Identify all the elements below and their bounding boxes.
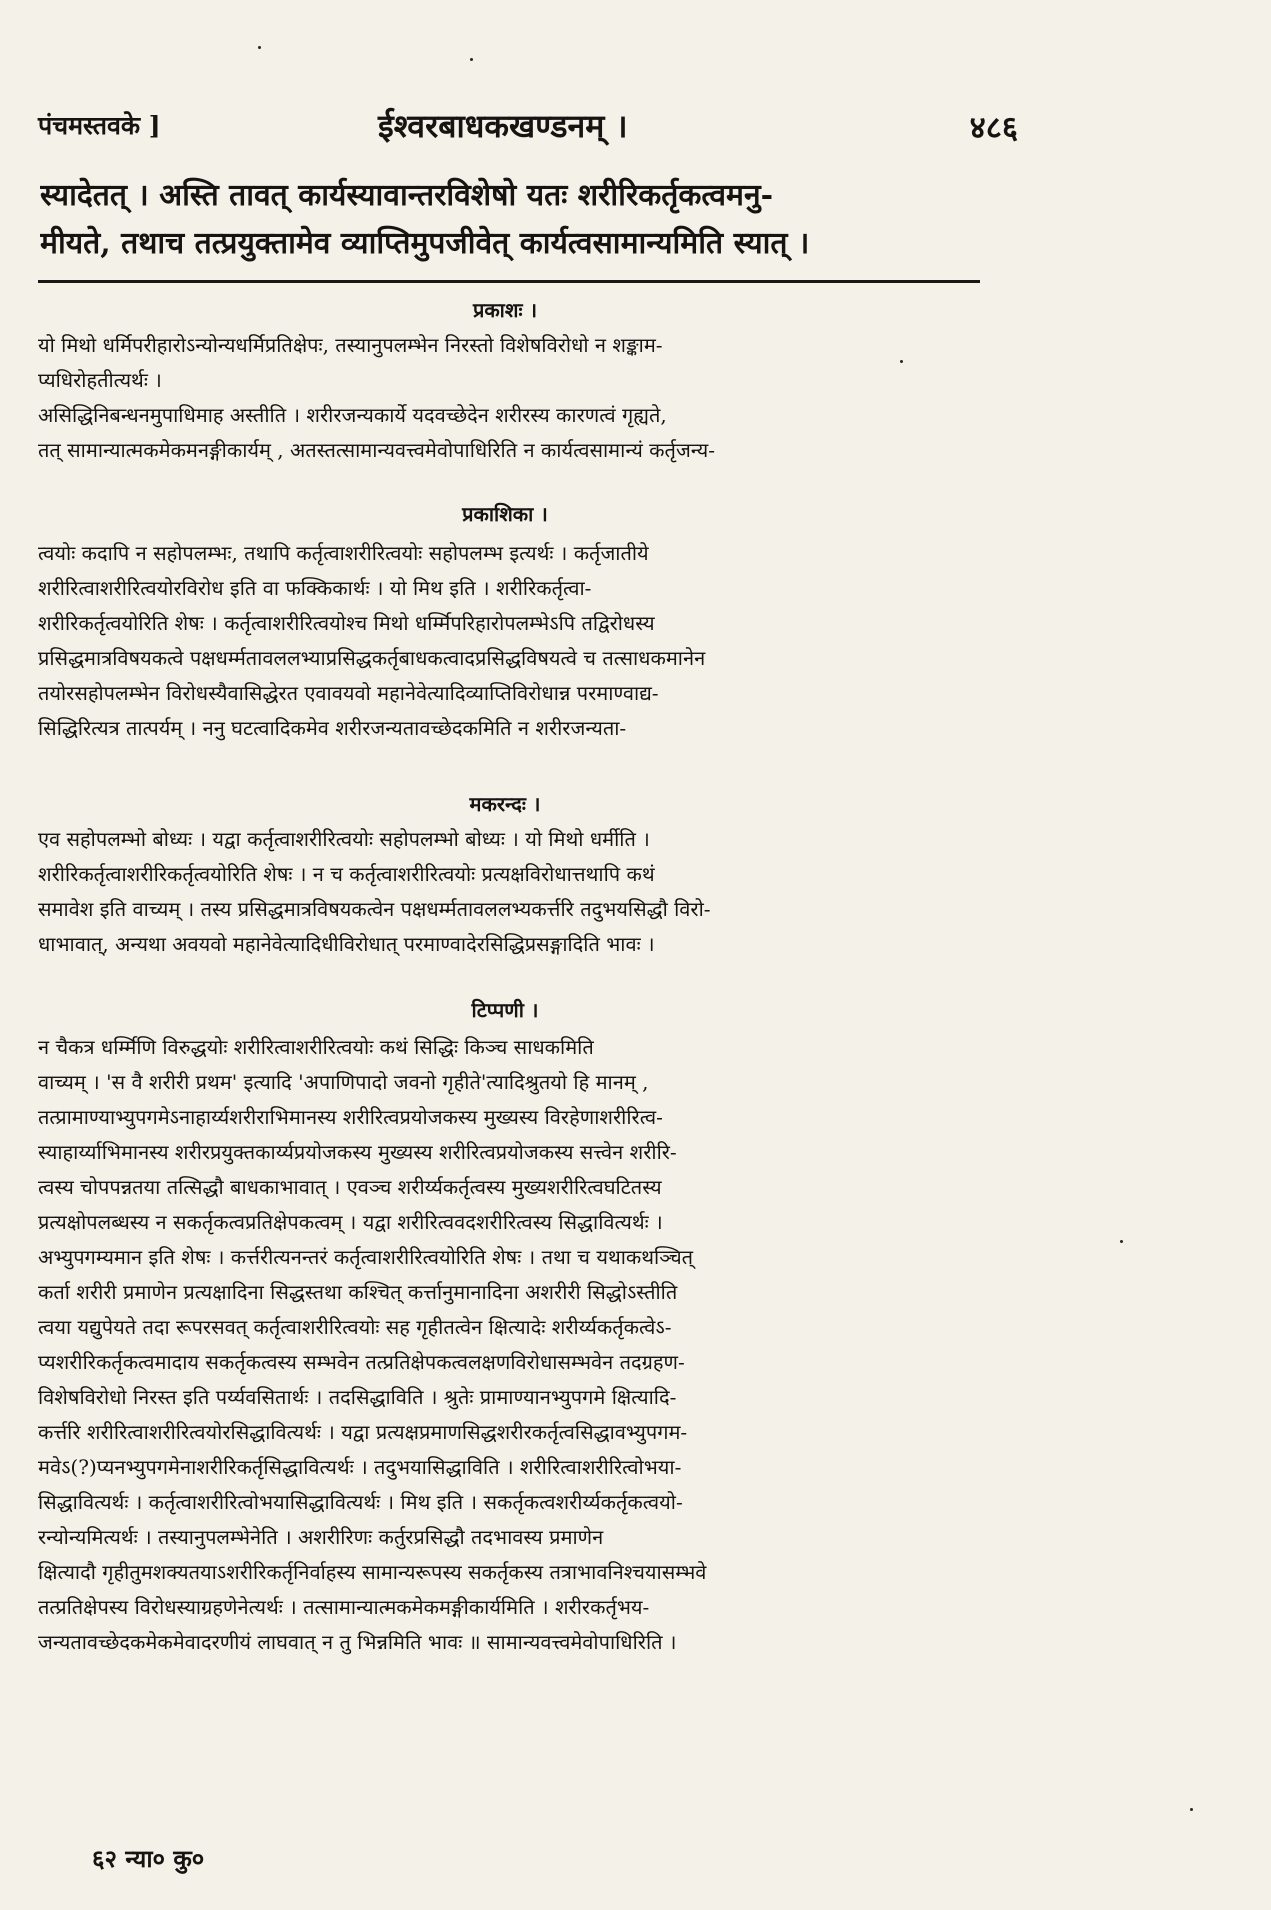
text-line: यो मिथो धर्मिपरीहारोऽन्योन्यधर्मिप्रतिक्षेपः, तस्यानुपलम्भेन निरस्तो विशेषविरोधो न शङ्काम-: [38, 333, 663, 357]
text-line: कर्त्तरि शरीरित्वाशरीरित्वयोरसिद्धावित्यर्थः । यद्वा प्रत्यक्षप्रमाणसिद्धशरीरकर्तृत्वसिद्धावभ्युपगम-: [38, 1420, 688, 1444]
text-line: सिद्धावित्यर्थः । कर्तृत्वाशरीरित्वोभयासिद्धावित्यर्थः । मिथ इति । सकर्तृकत्वशरीर्य्यकर्तृकत्वयो-: [38, 1490, 683, 1514]
header-title: ईश्वरबाधकखण्डनम् ।: [378, 107, 628, 145]
text-line: तत्प्रतिक्षेपस्य विरोधस्याग्रहणेनेत्यर्थः । तत्सामान्यात्मकमेकमङ्गीकार्यमिति । शरीरकर्तृभय-: [38, 1595, 650, 1619]
text-line: त्वया यद्युपेयते तदा रूपरसवत् कर्तृत्वाशरीरित्वयोः सह गृहीतत्वेन क्षित्यादेः शरीर्य्यकर्तृकत्वेऽ-: [38, 1315, 672, 1339]
verse-line: मीयते, तथाच तत्प्रयुक्तामेव व्याप्तिमुपजीवेत् कार्यत्वसामान्यमिति स्यात् ।: [40, 226, 810, 261]
text-line: प्यधिरोहतीत्यर्थः ।: [38, 368, 162, 392]
section-makaranda: [38, 822, 988, 962]
scan-speck: [470, 58, 473, 61]
section-prakashika: [38, 536, 988, 746]
header-chapter: पंचमस्तवके ]: [38, 111, 161, 140]
text-line: असिद्धिनिबन्धनमुपाधिमाह अस्तीति । शरीरजन्यकार्ये यदवच्छेदेन शरीरस्य कारणत्वं गृह्यते,: [38, 403, 667, 427]
section-title-tippani: टिप्पणी ।: [471, 998, 539, 1022]
scan-speck: [900, 360, 903, 363]
text-line: तत्प्रामाण्याभ्युपगमेऽनाहार्य्यशरीराभिमानस्य शरीरित्वप्रयोजकस्य मुख्यस्य विरहेणाशरीरित्व-: [38, 1105, 663, 1129]
verse-line: स्यादेतत् । अस्ति तावत् कार्यस्यावान्तरविशेषो यतः शरीरिकर्तृकत्वमनु-: [40, 178, 774, 213]
text-line: अभ्युपगम्यमान इति शेषः । कर्त्तरीत्यनन्तरं कर्तृत्वाशरीरित्वयोरिति शेषः । तथा च यथाकथञ्चित्: [38, 1245, 694, 1269]
text-line: समावेश इति वाच्यम् । तस्य प्रसिद्धमात्रविषयकत्वेन पक्षधर्म्मतावललभ्यकर्त्तरि तदुभयसिद्धौ विरो-: [38, 897, 711, 921]
mula-verse: [40, 172, 985, 268]
text-line: रन्योन्यमित्यर्थः । तस्यानुपलम्भेनेति । अशरीरिणः कर्तुरप्रसिद्धौ तदभावस्य प्रमाणेन: [38, 1525, 604, 1549]
section-title-makaranda: मकरन्दः ।: [469, 792, 541, 816]
section-title-prakashika: प्रकाशिका ।: [462, 502, 548, 526]
text-line: स्याहार्य्याभिमानस्य शरीरप्रयुक्तकार्य्यप्रयोजकस्य मुख्यस्य शरीरित्वप्रयोजकस्य सत्त्वेन शरीरि-: [38, 1140, 677, 1164]
scan-speck: [1120, 1240, 1123, 1243]
text-line: त्वस्य चोपपन्नतया तत्सिद्धौ बाधकाभावात् । एवञ्च शरीर्य्यकर्तृत्वस्य मुख्यशरीरित्वघटितस्य: [38, 1175, 662, 1199]
text-line: प्रत्यक्षोपलब्धस्य न सकर्तृकत्वप्रतिक्षेपकत्वम् । यद्वा शरीरित्ववदशरीरित्वस्य सिद्धावित्यर्थः ।: [38, 1210, 663, 1234]
section-title-prakasha: प्रकाशः ।: [472, 298, 538, 322]
section-tippani: [38, 1030, 988, 1660]
text-line: विशेषविरोधो निरस्त इति पर्य्यवसितार्थः । तदसिद्धाविति । श्रुतेः प्रामाण्यानभ्युपगमे क्षित्यादि-: [38, 1385, 677, 1409]
scan-speck: [1190, 1808, 1193, 1811]
text-line: क्षित्यादौ गृहीतुमशक्यतयाऽशरीरिकर्तृनिर्वाहस्य सामान्यरूपस्य सकर्तृकस्य तत्राभावनिश्चयासम्भवे: [38, 1560, 707, 1584]
text-line: सिद्धिरित्यत्र तात्पर्यम् । ननु घटत्वादिकमेव शरीरजन्यतावच्छेदकमिति न शरीरजन्यता-: [38, 716, 627, 740]
text-line: तत् सामान्यात्मकमेकमनङ्गीकार्यम् , अतस्तत्सामान्यवत्त्वमेवोपाधिरिति न कार्यत्वसामान्यं कर्तृजन्य-: [38, 438, 716, 462]
text-line: वाच्यम् । 'स वै शरीरी प्रथम' इत्यादि 'अपाणिपादो जवनो गृहीते'त्यादिश्रुतयो हि मानम् ,: [38, 1070, 649, 1094]
scan-speck: [258, 46, 261, 49]
text-line: मवेऽ(?)प्यनभ्युपगमेनाशरीरिकर्तृसिद्धावित्यर्थः । तदुभयासिद्धाविति । शरीरित्वाशरीरित्वोभया-: [38, 1455, 682, 1479]
section-prakasha: [38, 328, 988, 468]
text-line: एव सहोपलम्भो बोध्यः । यद्वा कर्तृत्वाशरीरित्वयोः सहोपलम्भो बोध्यः । यो मिथो धर्मीति ।: [38, 827, 650, 851]
verse-divider: [38, 280, 980, 283]
text-line: शरीरित्वाशरीरित्वयोरविरोध इति वा फक्किकार्थः । यो मिथ इति । शरीरिकर्तृत्वा-: [38, 576, 592, 600]
text-line: प्यशरीरिकर्तृकत्वमादाय सकर्तृकत्वस्य सम्भवेन तत्प्रतिक्षेपकत्वलक्षणविरोधासम्भवेन तदग्रहण-: [38, 1350, 685, 1374]
text-line: प्रसिद्धमात्रविषयकत्वे पक्षधर्म्मतावललभ्याप्रसिद्धकर्तृबाधकत्वादप्रसिद्धविषयत्वे च तत्साधकमानेन: [38, 646, 706, 670]
signature-mark: ६२ न्या० कु०: [92, 1844, 205, 1873]
text-line: न चैकत्र धर्म्मिणि विरुद्धयोः शरीरित्वाशरीरित्वयोः कथं सिद्धिः किञ्च साधकमिति: [38, 1035, 594, 1059]
text-line: शरीरिकर्तृत्वयोरिति शेषः । कर्तृत्वाशरीरित्वयोश्च मिथो धर्म्मिपरिहारोपलम्भेऽपि तद्विरोधस्य: [38, 611, 655, 635]
text-line: शरीरिकर्तृत्वाशरीरिकर्तृत्वयोरिति शेषः । न च कर्तृत्वाशरीरित्वयोः प्रत्यक्षविरोधात्तथापि कथं: [38, 862, 655, 886]
text-line: तयोरसहोपलम्भेन विरोधस्यैवासिद्धेरत एवावयवो महानेवेत्यादिव्याप्तिविरोधान्न परमाण्वाद्य-: [38, 681, 659, 705]
page-number: ४८६: [969, 110, 1018, 146]
text-line: जन्यतावच्छेदकमेकमेवादरणीयं लाघवात् न तु भिन्नमिति भावः ॥ सामान्यवत्त्वमेवोपाधिरिति ।: [38, 1630, 677, 1654]
running-header: [38, 108, 1018, 148]
text-line: धाभावात्, अन्यथा अवयवो महानेवेत्यादिधीविरोधात् परमाण्वादेरसिद्धिप्रसङ्गादिति भावः ।: [38, 932, 655, 956]
text-line: कर्ता शरीरी प्रमाणेन प्रत्यक्षादिना सिद्धस्तथा कश्चित् कर्त्तानुमानादिना अशरीरी सिद्धोऽस्तीति: [38, 1280, 678, 1304]
text-line: त्वयोः कदापि न सहोपलम्भः, तथापि कर्तृत्वाशरीरित्वयोः सहोपलम्भ इत्यर्थः । कर्तृजातीये: [38, 541, 649, 565]
